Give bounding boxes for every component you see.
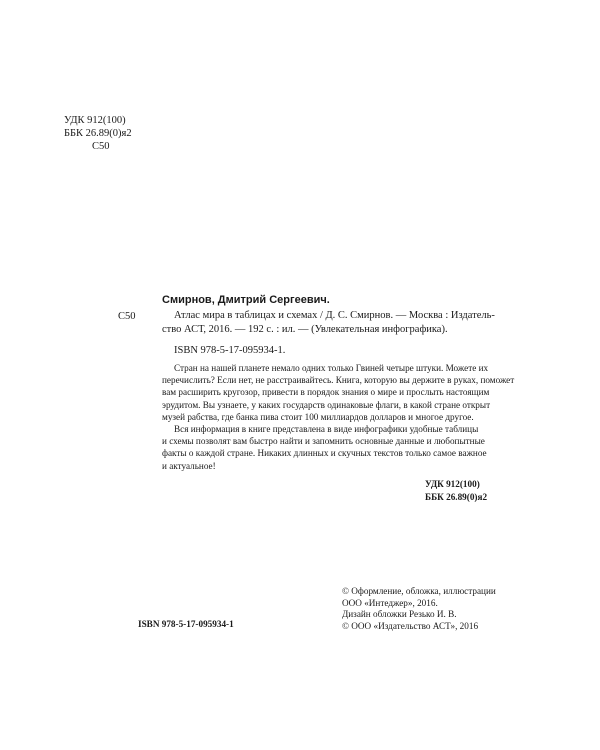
copyright-line: ООО «Интеджер», 2016.	[342, 597, 438, 608]
author-heading: Смирнов, Дмитрий Сергеевич.	[162, 294, 330, 306]
copyright-line: Дизайн обложки Резько И. В.	[342, 609, 457, 619]
entry-isbn: ISBN 978-5-17-095934-1.	[174, 345, 286, 356]
classification-block-top	[64, 114, 132, 153]
bbk-code-right: ББК 26.89(0)я2	[425, 492, 488, 502]
author-sign-code: С50	[92, 141, 110, 152]
isbn-bottom: ISBN 978-5-17-095934-1	[138, 619, 234, 629]
udk-code-right: УДК 912(100)	[425, 479, 480, 489]
description-line: ство АСТ, 2016. — 192 с. : ил. — (Увлекательная инфографика).	[162, 324, 448, 335]
annotation-line: факты о каждой стране. Никаких длинных и скучных текстов только самое важное	[162, 448, 487, 459]
annotation-line: и актуальное!	[162, 460, 216, 471]
bbk-code: ББК 26.89(0)я2	[64, 128, 132, 139]
copyright-line: © ООО «Издательство АСТ», 2016	[342, 620, 479, 631]
annotation-line: Стран на нашей планете немало одних только Гвиней четыре штуки. Можете их	[174, 363, 489, 373]
udk-code: УДК 912(100)	[64, 115, 126, 126]
annotation-line: Вся информация в книге представлена в виде инфографики удобные таблицы	[174, 424, 479, 435]
copyright-block	[342, 586, 496, 632]
annotation-line: перечислить? Если нет, не расстраивайтесь. Книга, которую вы держите в руках, поможет	[162, 375, 515, 386]
annotation-line: музей рабства, где банка пива стоит 100 миллиардов долларов и многое другое.	[162, 411, 474, 422]
annotation-line: вам расширить кругозор, привести в порядок знания о мире и прослыть настоящим	[162, 387, 490, 398]
description-line: Атлас мира в таблицах и схемах / Д. С. Смирнов. — Москва : Издатель-	[174, 310, 495, 321]
classification-block-right	[425, 478, 487, 504]
copyright-line: © Оформление, обложка, иллюстрации	[342, 586, 496, 596]
annotation	[162, 362, 515, 472]
annotation-line: и схемы позволят вам быстро найти и запомнить основные данные и любопытные	[162, 436, 485, 447]
annotation-line: эрудитом. Вы узнаете, у каких государств одинаковые флаги, в какой стране открыт	[162, 399, 491, 410]
bibliographic-description	[162, 309, 495, 337]
entry-author-sign: С50	[118, 311, 136, 322]
